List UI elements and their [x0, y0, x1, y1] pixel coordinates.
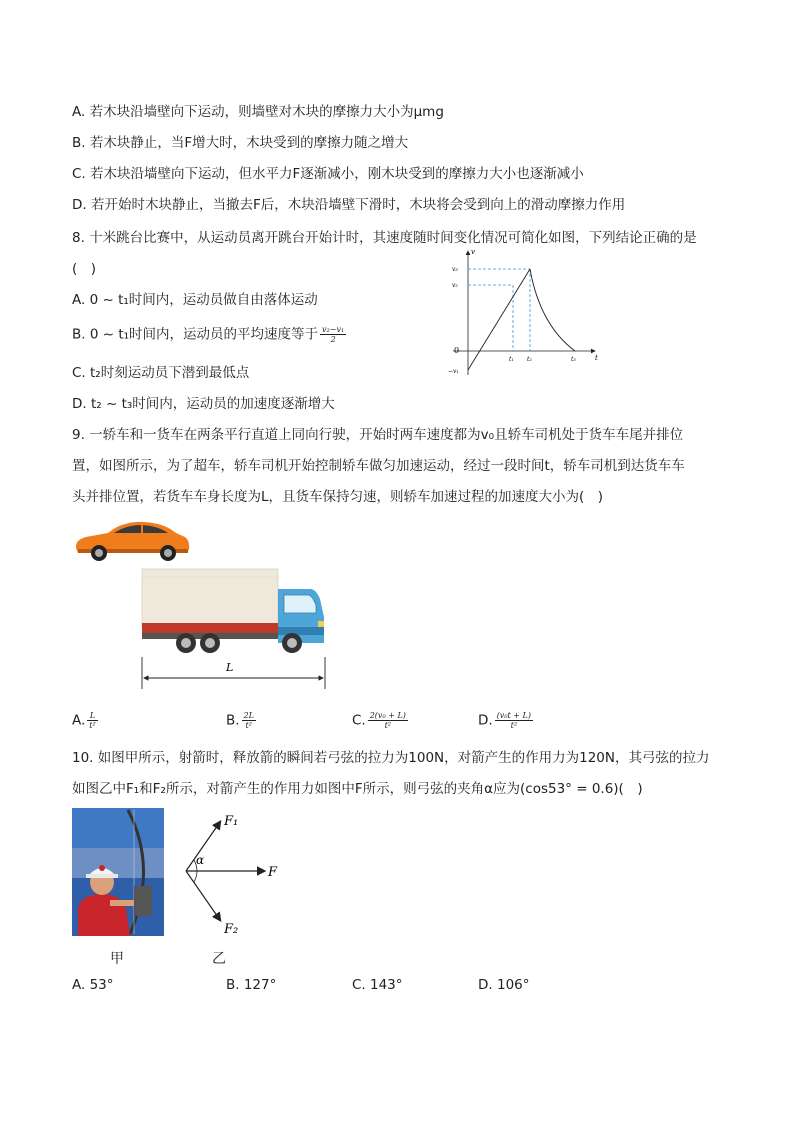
length-label: L [226, 661, 234, 674]
q9-option-c-num: 2(v₀ + L) [369, 711, 406, 720]
force-diagram [180, 808, 290, 943]
car-image [72, 518, 192, 562]
caption-yi: 乙 [212, 951, 226, 967]
q8-option-b-num: v₂−v₁ [322, 325, 345, 334]
q8-stem: 8. 十米跳台比赛中，从运动员离开跳台开始计时，其速度随时间变化情况可简化如图，下列结论正确的是 [72, 230, 697, 246]
q8-option-a: A. 0 ~ t₁时间内，运动员做自由落体运动 [72, 292, 318, 308]
q9-option-c-label: C. [352, 712, 366, 729]
length-dimension [138, 655, 330, 691]
q9-option-d-num: (v₀t + L) [496, 711, 531, 720]
caption-jia: 甲 [110, 951, 124, 967]
graph-label-t3: t₃ [571, 356, 576, 363]
q9-option-a [72, 711, 100, 730]
graph-label-neg-v1: −v₁ [448, 368, 459, 375]
q8-option-b-den: 2 [330, 335, 336, 344]
q9-option-b-label: B. [226, 712, 240, 729]
q9-option-b-den: t² [245, 721, 252, 730]
q10-option-b: B. 127° [226, 977, 277, 993]
q9-option-b-fraction [242, 711, 256, 730]
q9-option-d-den: t² [510, 721, 518, 730]
q9-option-a-label: A. [72, 712, 86, 729]
force-label-f: F [268, 865, 278, 880]
q10-option-a: A. 53° [72, 977, 114, 993]
q9-option-b-num: 2L [243, 711, 254, 720]
q9-option-d [478, 711, 535, 730]
q10-line-2: 如图乙中F₁和F₂所示，对箭产生的作用力如图中F所示，则弓弦的夹角α应为(cos53° = 0.6)( ) [72, 781, 643, 797]
q8-option-b [72, 325, 348, 344]
q7-option-c: C. 若木块沿墙壁向下运动，但水平力F逐渐减小，刚木块受到的摩擦力大小也逐渐减小 [72, 166, 584, 182]
graph-label-t1: t₁ [509, 356, 514, 363]
q8-option-b-prefix: B. 0 ~ t₁时间内，运动员的平均速度等于 [72, 326, 319, 343]
force-label-f2: F₂ [224, 922, 239, 937]
truck-image [140, 565, 330, 659]
q9-option-a-fraction [87, 711, 97, 730]
q10-option-d: D. 106° [478, 977, 530, 993]
q8-option-c: C. t₂时刻运动员下潜到最低点 [72, 365, 250, 381]
q10-line-1: 10. 如图甲所示，射箭时，释放箭的瞬间若弓弦的拉力为100N，对箭产生的作用力为120N，其弓弦的拉力 [72, 750, 710, 766]
q9-line-1: 9. 一轿车和一货车在两条平行直道上同向行驶，开始时两车速度都为v₀且轿车司机处于货车车尾并排位 [72, 427, 684, 443]
q9-line-3: 头并排位置，若货车车身长度为L，且货车保持匀速，则轿车加速过程的加速度大小为( ) [72, 489, 604, 505]
q9-option-d-fraction [495, 711, 533, 730]
graph-label-origin: 0 [454, 346, 460, 355]
q7-option-b: B. 若木块静止，当F增大时，木块受到的摩擦力随之增大 [72, 135, 409, 151]
graph-line-rise [468, 269, 530, 370]
q7-option-d: D. 若开始时木块静止，当撤去F后，木块沿墙壁下滑时，木块将会受到向上的滑动摩擦力作用 [72, 197, 626, 213]
force-label-alpha: α [196, 853, 205, 867]
graph-label-v: v [471, 248, 475, 256]
q9-option-a-den: t² [89, 721, 96, 730]
q8-option-d: D. t₂ ~ t₃时间内，运动员的加速度逐渐增大 [72, 396, 335, 412]
graph-label-t: t [595, 354, 598, 362]
q9-option-d-label: D. [478, 712, 493, 729]
q7-option-a: A. 若木块沿墙壁向下运动，则墙壁对木块的摩擦力大小为μmg [72, 104, 444, 120]
graph-label-t2: t₂ [527, 356, 532, 363]
q9-option-c-fraction [368, 711, 408, 730]
force-label-f1: F₁ [224, 814, 239, 829]
force-f2-arrow [186, 871, 220, 920]
q8-vt-graph [445, 245, 605, 380]
q10-option-c: C. 143° [352, 977, 403, 993]
q9-option-c-den: t² [384, 721, 392, 730]
graph-label-v3: v₃ [452, 266, 458, 273]
graph-label-v2: v₂ [452, 282, 458, 289]
q8-paren: ( ) [72, 261, 97, 277]
q8-option-b-fraction [320, 325, 346, 344]
q9-option-a-num: L [87, 711, 97, 721]
q9-option-b [226, 711, 258, 730]
graph-curve-decay [530, 269, 575, 351]
q9-line-2: 置，如图所示，为了超车，轿车司机开始控制轿车做匀加速运动，经过一段时间t，轿车司机到达货车车 [72, 458, 685, 474]
archer-photo [72, 808, 164, 936]
q9-option-c [352, 711, 410, 730]
